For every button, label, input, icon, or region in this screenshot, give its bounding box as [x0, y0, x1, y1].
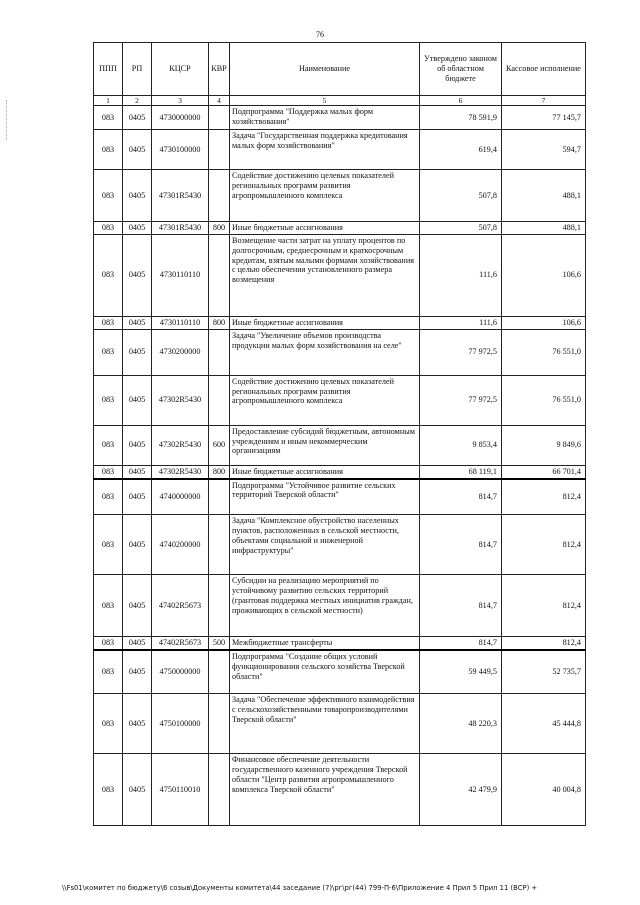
- cell-approved: 507,8: [420, 170, 502, 222]
- cell-approved: 507,8: [420, 222, 502, 235]
- cell-name: Межбюджетные трансферты: [230, 637, 420, 650]
- cell-approved: 814,7: [420, 575, 502, 637]
- cell-executed: 106,6: [502, 316, 586, 329]
- cell-ppp: 083: [94, 316, 123, 329]
- cell-approved: 111,6: [420, 316, 502, 329]
- cell-executed: 812,4: [502, 575, 586, 637]
- cell-rp: 0405: [123, 106, 152, 130]
- cell-rp: 0405: [123, 465, 152, 478]
- cell-ppp: 083: [94, 170, 123, 222]
- scan-margin-mark: [6, 100, 8, 140]
- cell-approved: 48 220,3: [420, 694, 502, 754]
- cell-rp: 0405: [123, 234, 152, 316]
- cell-kcsr: 47402R5673: [152, 637, 209, 650]
- table-row: [94, 650, 586, 694]
- cell-ppp: 083: [94, 222, 123, 235]
- cell-rp: 0405: [123, 316, 152, 329]
- table-row: [94, 316, 586, 329]
- cell-name: Субсидии на реализацию мероприятий по устойчивому развитию сельских территорий (грантовая поддержка местных инициатив граждан, проживающих в сельской местности): [230, 575, 420, 637]
- table-row: [94, 329, 586, 375]
- cell-name: Задача "Обеспечение эффективного взаимодействия с сельскохозяйственными товаропроизводителями Тверской области": [230, 694, 420, 754]
- cell-executed: 52 735,7: [502, 650, 586, 694]
- cell-rp: 0405: [123, 515, 152, 575]
- cell-ppp: 083: [94, 106, 123, 130]
- cell-ppp: 083: [94, 329, 123, 375]
- cell-name: Иные бюджетные ассигнования: [230, 316, 420, 329]
- cell-executed: 812,4: [502, 637, 586, 650]
- cell-kcsr: 4730110110: [152, 234, 209, 316]
- cell-ppp: 083: [94, 637, 123, 650]
- header-ppp: ППП: [94, 43, 123, 96]
- cell-ppp: 083: [94, 465, 123, 478]
- cell-kvr: [209, 329, 230, 375]
- cell-name: Иные бюджетные ассигнования: [230, 222, 420, 235]
- cell-rp: 0405: [123, 329, 152, 375]
- cell-executed: 812,4: [502, 479, 586, 515]
- cell-rp: 0405: [123, 170, 152, 222]
- cell-kcsr: 4730000000: [152, 106, 209, 130]
- cell-ppp: 083: [94, 425, 123, 465]
- column-number: 7: [502, 96, 586, 106]
- cell-ppp: 083: [94, 650, 123, 694]
- column-number: 1: [94, 96, 123, 106]
- column-number: 5: [230, 96, 420, 106]
- cell-rp: 0405: [123, 425, 152, 465]
- cell-ppp: 083: [94, 694, 123, 754]
- cell-rp: 0405: [123, 650, 152, 694]
- header-kvr: КВР: [209, 43, 230, 96]
- table-row: [94, 234, 586, 316]
- cell-rp: 0405: [123, 694, 152, 754]
- cell-kvr: 800: [209, 222, 230, 235]
- cell-kcsr: 47302R5430: [152, 465, 209, 478]
- column-number: 2: [123, 96, 152, 106]
- table-row: [94, 575, 586, 637]
- header-rp: РП: [123, 43, 152, 96]
- cell-kvr: 800: [209, 465, 230, 478]
- cell-kcsr: 4740200000: [152, 515, 209, 575]
- cell-ppp: 083: [94, 515, 123, 575]
- cell-rp: 0405: [123, 637, 152, 650]
- cell-approved: 77 972,5: [420, 329, 502, 375]
- cell-approved: 814,7: [420, 637, 502, 650]
- column-number: 6: [420, 96, 502, 106]
- cell-executed: 76 551,0: [502, 375, 586, 425]
- cell-ppp: 083: [94, 575, 123, 637]
- cell-name: Задача "Увеличение объемов производства продукции малых форм хозяйствования на селе": [230, 329, 420, 375]
- cell-name: Задача "Комплексное обустройство населенных пунктов, расположенных в сельской местности, объектами социальной и инженерной инфраструктуры": [230, 515, 420, 575]
- header-approved: Утверждено законом об областном бюджете: [420, 43, 502, 96]
- cell-rp: 0405: [123, 754, 152, 826]
- column-number: 3: [152, 96, 209, 106]
- cell-kvr: [209, 170, 230, 222]
- document-file-path: \\Fs01\комитет по бюджету\6 созыв\Документы комитета\44 заседание (7)\рг\рг(44) 799-П-6\Приложение 4 Прил 5 Прил 11 (ВСР) +: [62, 884, 538, 892]
- cell-kvr: [209, 375, 230, 425]
- cell-executed: 40 004,8: [502, 754, 586, 826]
- table-row: [94, 694, 586, 754]
- table-row: [94, 170, 586, 222]
- cell-approved: 619,4: [420, 130, 502, 170]
- table-row: [94, 425, 586, 465]
- cell-kvr: [209, 130, 230, 170]
- cell-name: Подпрограмма "Поддержка малых форм хозяйствования": [230, 106, 420, 130]
- cell-kvr: [209, 650, 230, 694]
- cell-name: Подпрограмма "Создание общих условий функционирования сельского хозяйства Тверской области": [230, 650, 420, 694]
- table-row: [94, 515, 586, 575]
- cell-name: Содействие достижению целевых показателей региональных программ развития агропромышленного комплекса: [230, 170, 420, 222]
- cell-executed: 66 701,4: [502, 465, 586, 478]
- cell-rp: 0405: [123, 479, 152, 515]
- cell-rp: 0405: [123, 375, 152, 425]
- cell-kcsr: 47301R5430: [152, 170, 209, 222]
- cell-approved: 814,7: [420, 515, 502, 575]
- cell-executed: 45 444,8: [502, 694, 586, 754]
- cell-name: Возмещение части затрат на уплату процентов по долгосрочным, среднесрочным и краткосрочным кредитам, взятым малыми формами хозяйствования с целью обеспечения установленного размера возмещения: [230, 234, 420, 316]
- cell-kcsr: 4740000000: [152, 479, 209, 515]
- column-number-row: [94, 96, 586, 106]
- cell-executed: 77 145,7: [502, 106, 586, 130]
- header-row: [94, 43, 586, 96]
- cell-kcsr: 47402R5673: [152, 575, 209, 637]
- cell-kcsr: 4750000000: [152, 650, 209, 694]
- cell-executed: 594,7: [502, 130, 586, 170]
- cell-executed: 488,1: [502, 222, 586, 235]
- cell-ppp: 083: [94, 375, 123, 425]
- cell-kcsr: 4730110110: [152, 316, 209, 329]
- cell-name: Предоставление субсидий бюджетным, автономным учреждениям и иным некоммерческим организациям: [230, 425, 420, 465]
- cell-kvr: [209, 754, 230, 826]
- cell-approved: 42 479,9: [420, 754, 502, 826]
- cell-executed: 76 551,0: [502, 329, 586, 375]
- cell-kvr: 500: [209, 637, 230, 650]
- cell-executed: 812,4: [502, 515, 586, 575]
- cell-kcsr: 4730200000: [152, 329, 209, 375]
- cell-executed: 9 849,6: [502, 425, 586, 465]
- cell-executed: 106,6: [502, 234, 586, 316]
- cell-rp: 0405: [123, 222, 152, 235]
- cell-approved: 59 449,5: [420, 650, 502, 694]
- cell-approved: 77 972,5: [420, 375, 502, 425]
- cell-ppp: 083: [94, 234, 123, 316]
- table-row: [94, 106, 586, 130]
- cell-name: Содействие достижению целевых показателей региональных программ развития агропромышленного комплекса: [230, 375, 420, 425]
- cell-kcsr: 47302R5430: [152, 425, 209, 465]
- table-row: [94, 375, 586, 425]
- cell-approved: 814,7: [420, 479, 502, 515]
- cell-rp: 0405: [123, 130, 152, 170]
- header-kcsr: КЦСР: [152, 43, 209, 96]
- column-number: 4: [209, 96, 230, 106]
- cell-name: Подпрограмма "Устойчивое развитие сельских территорий Тверской области": [230, 479, 420, 515]
- cell-kvr: 800: [209, 316, 230, 329]
- table-row: [94, 465, 586, 478]
- cell-executed: 488,1: [502, 170, 586, 222]
- cell-name: Иные бюджетные ассигнования: [230, 465, 420, 478]
- page-number: 76: [316, 30, 324, 39]
- cell-kvr: [209, 479, 230, 515]
- cell-kvr: [209, 515, 230, 575]
- table-row: [94, 130, 586, 170]
- budget-table: [93, 42, 586, 826]
- table-row: [94, 479, 586, 515]
- cell-kcsr: 4750100000: [152, 694, 209, 754]
- cell-rp: 0405: [123, 575, 152, 637]
- cell-kvr: [209, 106, 230, 130]
- cell-ppp: 083: [94, 754, 123, 826]
- cell-ppp: 083: [94, 130, 123, 170]
- cell-approved: 111,6: [420, 234, 502, 316]
- cell-kvr: [209, 234, 230, 316]
- cell-kcsr: 47301R5430: [152, 222, 209, 235]
- header-name: Наименование: [230, 43, 420, 96]
- cell-kcsr: 47302R5430: [152, 375, 209, 425]
- cell-approved: 78 591,9: [420, 106, 502, 130]
- header-executed: Кассовое исполнение: [502, 43, 586, 96]
- cell-kvr: [209, 575, 230, 637]
- cell-kvr: 600: [209, 425, 230, 465]
- cell-kvr: [209, 694, 230, 754]
- cell-kcsr: 4750110010: [152, 754, 209, 826]
- cell-ppp: 083: [94, 479, 123, 515]
- cell-name: Задача "Государственная поддержка кредитования малых форм хозяйствования": [230, 130, 420, 170]
- table-row: [94, 222, 586, 235]
- cell-kcsr: 4730100000: [152, 130, 209, 170]
- table-row: [94, 754, 586, 826]
- table-row: [94, 637, 586, 650]
- cell-name: Финансовое обеспечение деятельности государственного казенного учреждения Тверской области "Центр развития агропромышленного комплекса Тверской области": [230, 754, 420, 826]
- cell-approved: 68 119,1: [420, 465, 502, 478]
- cell-approved: 9 853,4: [420, 425, 502, 465]
